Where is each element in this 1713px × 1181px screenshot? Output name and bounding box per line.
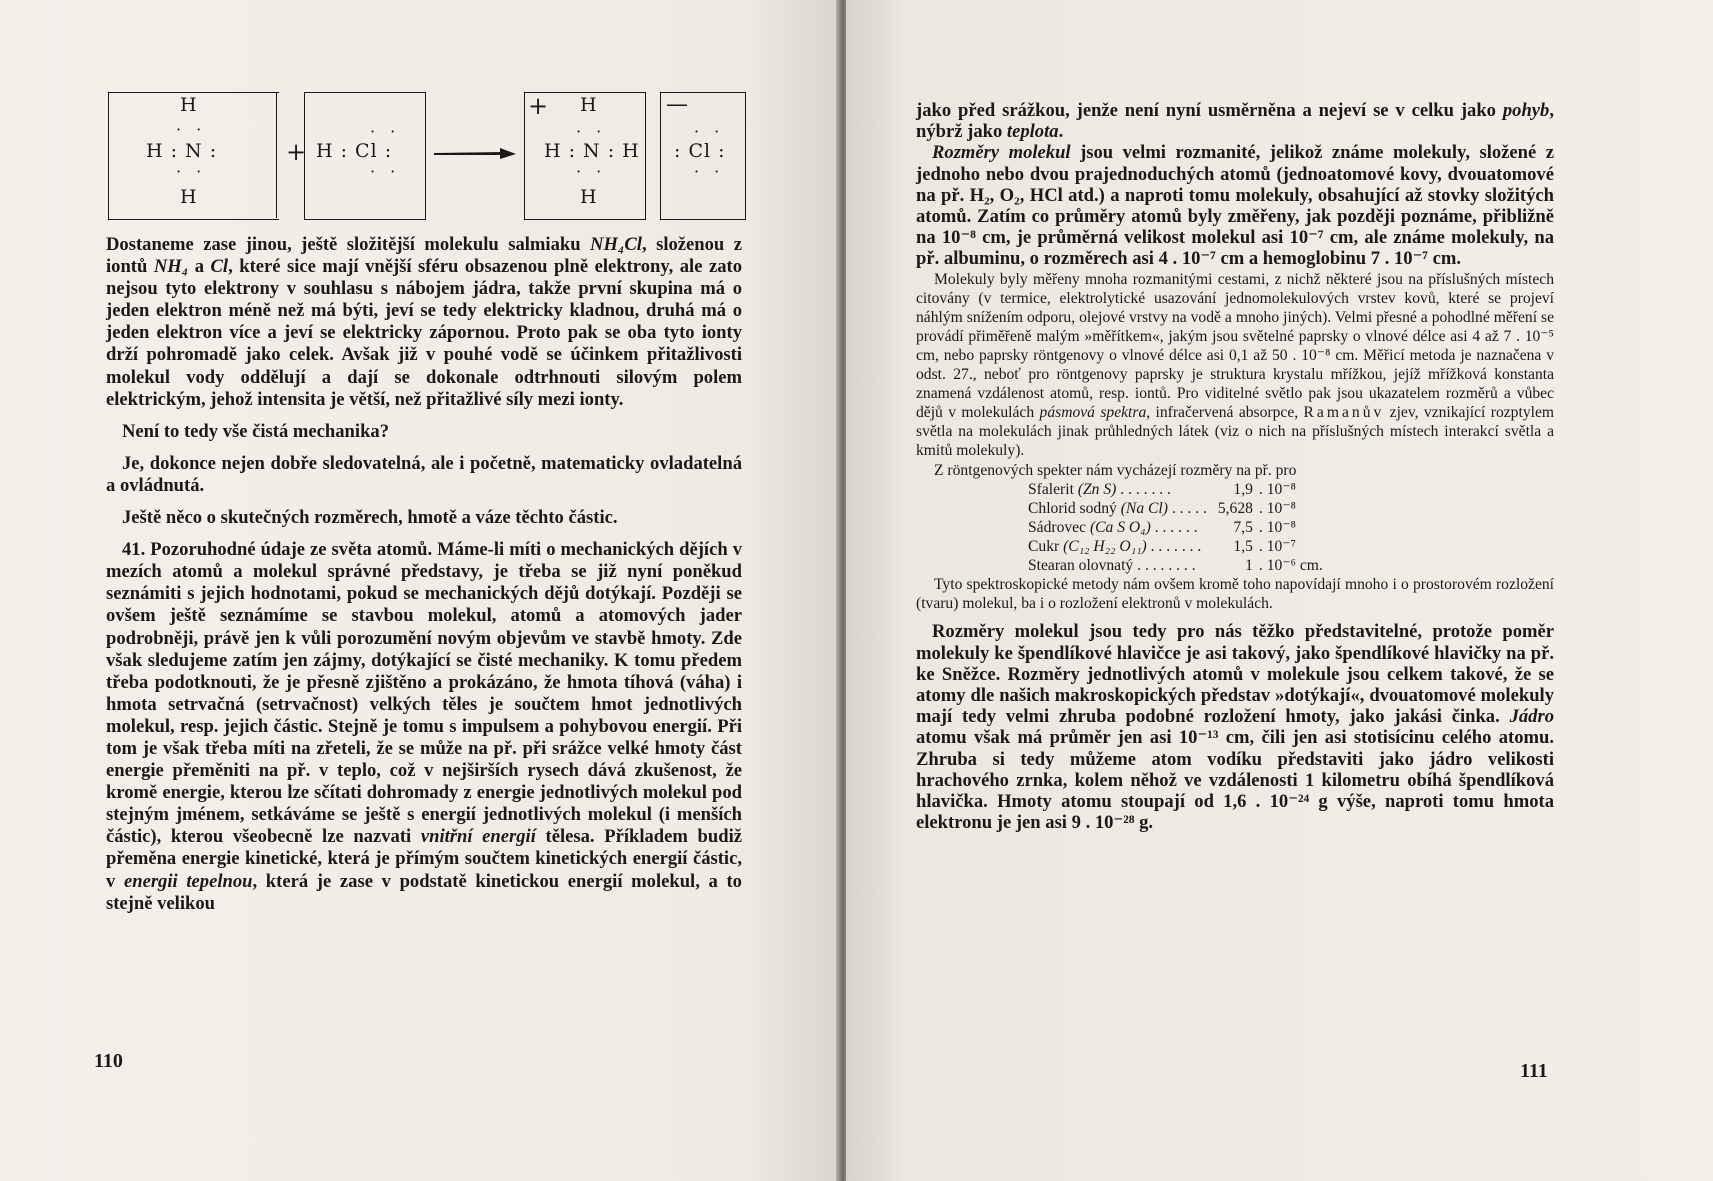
left-page <box>0 0 842 1181</box>
hcl-dots-top: · · <box>370 122 401 141</box>
ammonium-dots-bottom: · · <box>576 162 607 181</box>
ammonia-bottom-h: H <box>180 186 198 208</box>
ammonia-dots-bottom: · · <box>176 162 207 181</box>
hcl-dots-bottom: · · <box>370 162 401 181</box>
left-page-body <box>106 234 742 915</box>
ammonia-bracket-right <box>276 92 277 218</box>
ammonium-top-h: H <box>580 94 598 116</box>
ammonium-bottom-h: H <box>580 186 598 208</box>
table-row: Sádrovec (Ca S O₄) . . . . . . 7,5 . 10⁻⁸ <box>1028 518 1296 536</box>
paragraph-answer: Je, dokonce nejen dobře sledovatelná, ale i početně, matematicky ovladatelná a ovládnutá. <box>106 452 742 496</box>
chloride-middle: : Cl : <box>674 140 726 162</box>
section-heading: 41. Pozoruhodné údaje ze světa atomů. <box>122 539 433 561</box>
dimension-table <box>1028 480 1369 575</box>
small-print-measurement: Molekuly byly měřeny mnoha rozmanitými cestami, z nichž některé jsou na příslušných místech citovány (v termice, elektrolytické usazování jednomolekulových vrstev kovů, které se projeví náhlým snížením odporu, olejové vrstvy na vodě a mnoho jiných). Velmi přesné a pohodlné měření se provádí přiměřeně malým »měřítkem«, jakým jsou světelné paprsky o vlnové délce asi 4 až 7 . 10⁻⁵ cm, nebo paprsky röntgenovy o vlnové délce asi 0,1 až 50 . 10⁻⁸ cm. Měřicí metoda je naznačena v odst. 27., neboť pro röntgenovy paprsky je struktura krystalu mřížkou, jejíž mřížková konstanta znamená vzdálenost atomů, resp. iontů. Pro viditelné světlo pak jsou ukazatelem rozměrů a vůbec dějů v molekulách pásmová spektra, infračervená absorpce, Ramanův zjev, vznikající rozptylem světla na molekulách jinak průhledných látek (viz o nich na příslušných místech interakcí světla a kmitů molekuly). <box>916 270 1554 460</box>
ammonium-charge: + <box>528 92 550 120</box>
table-row: Stearan olovnatý . . . . . . . . 1 . 10⁻⁶ cm. <box>1028 557 1323 575</box>
chloride-dots-bottom: · · <box>694 162 725 181</box>
page-number-right: 111 <box>1520 1060 1548 1082</box>
plus-sign: + <box>286 138 308 166</box>
paragraph-question: Není to tedy vše čistá mechanika? <box>122 420 390 442</box>
ammonia-middle: H : N : <box>146 140 218 162</box>
table-row: Chlorid sodný (Na Cl) . . . . . 5,628 . 10⁻⁸ <box>1028 499 1296 517</box>
hcl-middle: H : Cl : <box>316 140 393 162</box>
right-page <box>846 0 1713 1181</box>
paragraph-rozmery: Rozměry molekul jsou velmi rozmanité, jelikož známe molekuly, složené z jednoho nebo dvou prajednoduchých atomů (jednoatomové kovy, dvouatomové na př. H₂, O₂, HCl atd.) a naproti tomu molekuly, obsahující až stovky složitých atomů. Zatím co průměry atomů byly změřeny, jak později poznáme, přibližně na 10⁻⁸ cm, je průměrná velikost molekul asi 10⁻⁷ cm, ale známe molekuly, na př. albuminu, o rozměrech asi 4 . 10⁻⁷ cm a hemoglobinu 7 . 10⁻⁷ cm. <box>916 142 1554 270</box>
small-print-spectroscopy: Tyto spektroskopické metody nám ovšem kromě toho napovídají mnoho i o prostorovém rozložení (tvaru) molekul, ba i o rozložení elektronů v molekulách. <box>916 576 1554 613</box>
small-print-xray: Z röntgenových spekter nám vycházejí rozměry na př. pro <box>934 461 1297 479</box>
table-row: Cukr (C₁₂ H₂₂ O₁₁) . . . . . . . 1,5 . 10⁻⁷ <box>1028 537 1296 555</box>
table-row: Sfalerit (Zn S) . . . . . . . 1,9 . 10⁻⁸ <box>1028 480 1296 498</box>
paragraph-comparison: Rozměry molekul jsou tedy pro nás těžko představitelné, protože poměr molekuly ke špendlíkové hlavičce je asi takový, jako špendlíkové hlavičky na př. ke Sněžce. Rozměry jednotlivých atomů v molekule jsou celkem takové, že se atomy dle našich makroskopických představ »dotýkají«, dvouatomové molekuly mají tedy velmi zhruba podobné rozložení hmoty, jako jakási činka. Jádro atomu však má průměr jen asi 10⁻¹³ cm, čili jen asi stotisícinu celého atomu. Zhruba si tedy můžeme atom vodíku představiti jako jádro velikosti hrachového zrnka, kolem něhož ve vzdálenosti 1 kilometru obíhá špendlíková hlavička. Hmoty atomu stoupají od 1,6 . 10⁻²⁴ g výše, naproti tomu hmota elektronu je jen asi 9 . 10⁻²⁸ g. <box>916 621 1554 834</box>
page-number-left: 110 <box>94 1050 123 1072</box>
reaction-arrow-icon <box>434 144 516 164</box>
ammonia-dots-top: · · <box>176 120 207 139</box>
chloride-charge: — <box>666 92 689 117</box>
paragraph-continuation: jako před srážkou, jenže není nyní usměrněna a nejeví se v celku jako pohyb, nýbrž jako teplota. <box>916 100 1554 143</box>
ammonium-middle: H : N : H <box>544 140 640 162</box>
chloride-dots-top: · · <box>694 122 725 141</box>
paragraph-salmiak: Dostaneme zase jinou, ještě složitější molekulu salmiaku NH₄Cl, složenou z iontů NH₄ a Cl, které sice mají vnější sféru obsazenou plně elektrony, ale zato nejsou tyto elektrony v souhlasu s nábojem jádra, takže první skupina má o jeden elektron méně než má býti, jeví se tedy elektricky kladnou, druhá má o jeden elektron více a jeví se elektricky zápornou. Proto pak se oba tyto ionty drží pohromadě jako celek. Avšak již v pouhé vodě se účinkem přitažlivosti molekul vody oddělují a dají se dokonale odtrhnouti silovým polem elektrickým, jehož intensita je větší, než přitažlivé síly mezi ionty. <box>106 234 743 410</box>
right-page-body <box>916 100 1554 833</box>
chemical-equation <box>108 92 748 224</box>
section-41: 41. Pozoruhodné údaje ze světa atomů. Máme-li míti o mechanických dějích v mezích atomů a molekul správné představy, je třeba se již nyní poněkud seznámiti s jejich hodnotami, pokud se mechanických dějů dotýkají. Později se ovšem ještě seznámíme se stavbou molekul, atomů a atomových jader podrobněji, právě jen k vůli porozumění novým objevům ve stavbě hmoty. Zde však sledujeme zatím jen zájmy, dotýkající se čisté mechaniky. K tomu předem třeba podotknouti, že je přesně zjištěno a prokázáno, že hmota tíhová (váha) i hmota setrvačná (setrvačnost) velkých těles je součtem hmot jednotlivých molekul, resp. jejich částic. Stejně je tomu s impulsem a pohybovou energií. Při tom je však třeba míti na zřeteli, že se může na př. při srážce velké hmoty část energie přeměniti na př. v teplo, což v nejširších rysech dává zkušenost, že kromě energie, kterou lze sčítati dohromady z energie jednotlivých molekul pod stejným jménem, setkáváme se ještě s energií jednotlivých molekul (i menších částic), kterou všeobecně lze nazvati vnitřní energií tělesa. Příkladem budiž přeměna energie kinetické, která je přímým součtem kinetických energií částic, v energii tepelnou, která je zase v podstatě kinetickou energií molekul, a to stejně velikou <box>106 539 742 914</box>
ammonia-top-h: H <box>180 94 198 116</box>
ammonium-dots-top: · · <box>576 122 607 141</box>
paragraph-transition: Ještě něco o skutečných rozměrech, hmotě a váze těchto částic. <box>122 507 618 529</box>
